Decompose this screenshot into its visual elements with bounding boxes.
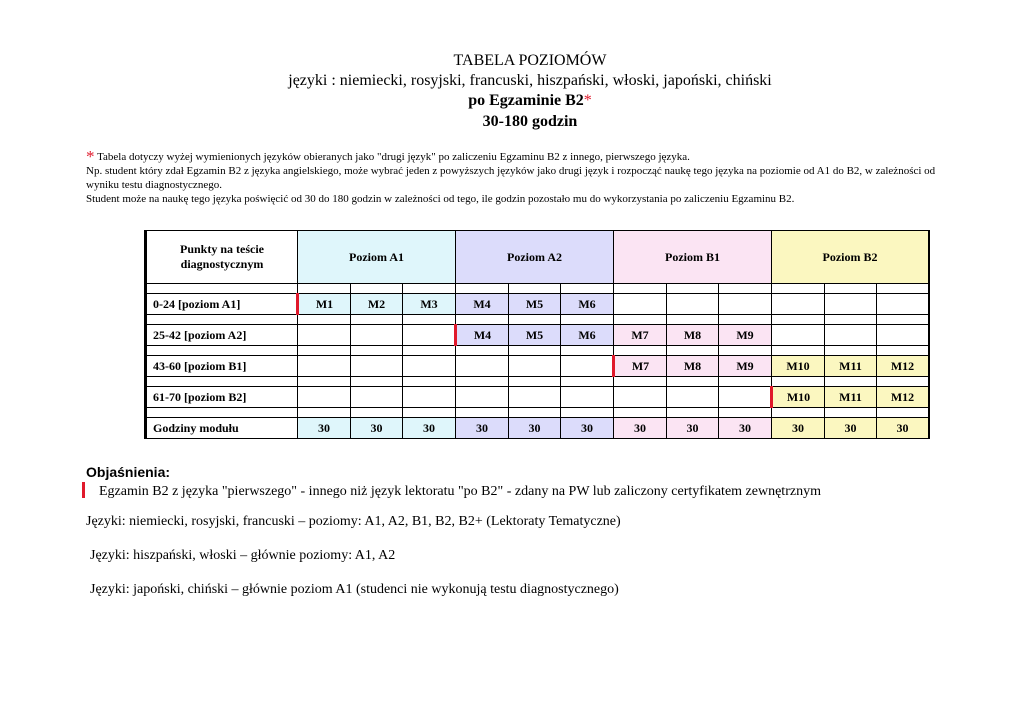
hours-cell: 30 [298,418,351,439]
hours-label: Godziny modułu [146,418,298,439]
module-cell [509,356,561,377]
explanation-marker-item [82,482,821,500]
module-cell [351,325,403,346]
table-spacer-row [146,346,930,356]
module-cell: M5 [509,294,561,315]
module-cell: M11 [825,387,877,408]
footnote-line-2: Np. student który zdał Egzamin B2 z języka angielskiego, może wybrać jeden z powyższych języków jako drugi język i rozpocząć naukę tego języka na poziomie od A1 do B2, w zależności od wyniku testu diagnostycznego. [86,165,936,191]
hours-cell: 30 [772,418,825,439]
module-cell [403,387,456,408]
hours-subtitle: 30-180 godzin [482,113,578,130]
header-level-a1: Poziom A1 [298,231,456,284]
module-cell [667,294,719,315]
module-cell [351,356,403,377]
footnote-line-1 [86,147,966,166]
table-spacer-row [146,377,930,387]
module-cell [614,294,667,315]
table-row [146,325,930,346]
explanations-title: Objaśnienia: [86,464,171,480]
row-label: 0-24 [poziom A1] [146,294,298,315]
module-cell: M3 [403,294,456,315]
hours-cell: 30 [456,418,509,439]
table-spacer-row [146,408,930,418]
module-cell [877,294,930,315]
module-cell: M7 [614,325,667,346]
exam-subtitle-text: po Egzaminie B2 [468,92,584,109]
module-cell: M7 [614,356,667,377]
asterisk-marker: * [583,92,592,109]
header-level-a2: Poziom A2 [456,231,614,284]
module-cell: M9 [719,356,772,377]
footnote-text-1: Tabela dotyczy wyżej wymienionych języków obieranych jako "drugi język" po zaliczeniu Egzaminu B2 z innego, pierwszego języka. [97,151,690,163]
module-cell [667,387,719,408]
module-cell: M11 [825,356,877,377]
hours-cell: 30 [614,418,667,439]
explanation-languages-1: Języki: niemiecki, rosyjski, francuski – poziomy: A1, A2, B1, B2, B2+ (Lektoraty Tematyczne) [86,514,621,529]
hours-cell: 30 [667,418,719,439]
levels-table [144,230,930,439]
table-header-row [146,231,930,284]
module-cell [298,325,351,346]
module-cell: M12 [877,387,930,408]
header-points-cell: Punkty na teście diagnostycznym [146,231,298,284]
module-cell [456,356,509,377]
explanation-languages-3: Języki: japoński, chiński – głównie poziom A1 (studenci nie wykonują testu diagnostycznego) [90,582,619,597]
module-cell: M10 [772,356,825,377]
red-start-marker [82,482,85,498]
module-cell: M6 [561,294,614,315]
module-cell: M4 [456,325,509,346]
header-level-b1: Poziom B1 [614,231,772,284]
module-cell [403,325,456,346]
hours-cell: 30 [351,418,403,439]
module-cell [298,356,351,377]
page-title: TABELA POZIOMÓW [453,52,607,69]
module-cell: M5 [509,325,561,346]
module-cell [456,387,509,408]
module-cell [298,387,351,408]
module-cell [719,387,772,408]
module-cell: M4 [456,294,509,315]
footnote-star: * [86,147,95,166]
table-spacer-row [146,315,930,325]
module-cell: M6 [561,325,614,346]
explanation-languages-2: Języki: hiszpański, włoski – głównie poziomy: A1, A2 [90,548,396,563]
hours-row [146,418,930,439]
row-label: 61-70 [poziom B2] [146,387,298,408]
module-cell [403,356,456,377]
module-cell: M2 [351,294,403,315]
hours-cell: 30 [825,418,877,439]
languages-subtitle: języki : niemiecki, rosyjski, francuski, hiszpański, włoski, japoński, chiński [288,72,772,89]
module-cell [772,294,825,315]
module-cell [772,325,825,346]
footnote-line-3: Student może na naukę tego języka poświęcić od 30 do 180 godzin w zależności od tego, ile godzin pozostało mu do wykorzystania po zaliczeniu Egzaminu B2. [86,193,795,205]
hours-cell: 30 [719,418,772,439]
table-row [146,294,930,315]
hours-cell: 30 [509,418,561,439]
module-cell [825,325,877,346]
table-spacer-row [146,284,930,294]
module-cell [561,356,614,377]
module-cell [825,294,877,315]
module-cell: M12 [877,356,930,377]
header-level-b2: Poziom B2 [772,231,930,284]
table-row [146,356,930,377]
module-cell: M8 [667,325,719,346]
module-cell: M10 [772,387,825,408]
table-row [146,387,930,408]
hours-cell: 30 [561,418,614,439]
module-cell [351,387,403,408]
module-cell: M8 [667,356,719,377]
module-cell [509,387,561,408]
hours-cell: 30 [877,418,930,439]
exam-subtitle [0,92,1024,110]
module-cell: M1 [298,294,351,315]
footnote-block [86,147,966,206]
hours-cell: 30 [403,418,456,439]
module-cell [877,325,930,346]
module-cell [719,294,772,315]
row-label: 43-60 [poziom B1] [146,356,298,377]
module-cell [614,387,667,408]
explanation-marker-text: Egzamin B2 z języka "pierwszego" - innego niż język lektoratu "po B2" - zdany na PW lub zaliczony certyfikatem zewnętrznym [99,484,821,499]
module-cell [561,387,614,408]
row-label: 25-42 [poziom A2] [146,325,298,346]
module-cell: M9 [719,325,772,346]
